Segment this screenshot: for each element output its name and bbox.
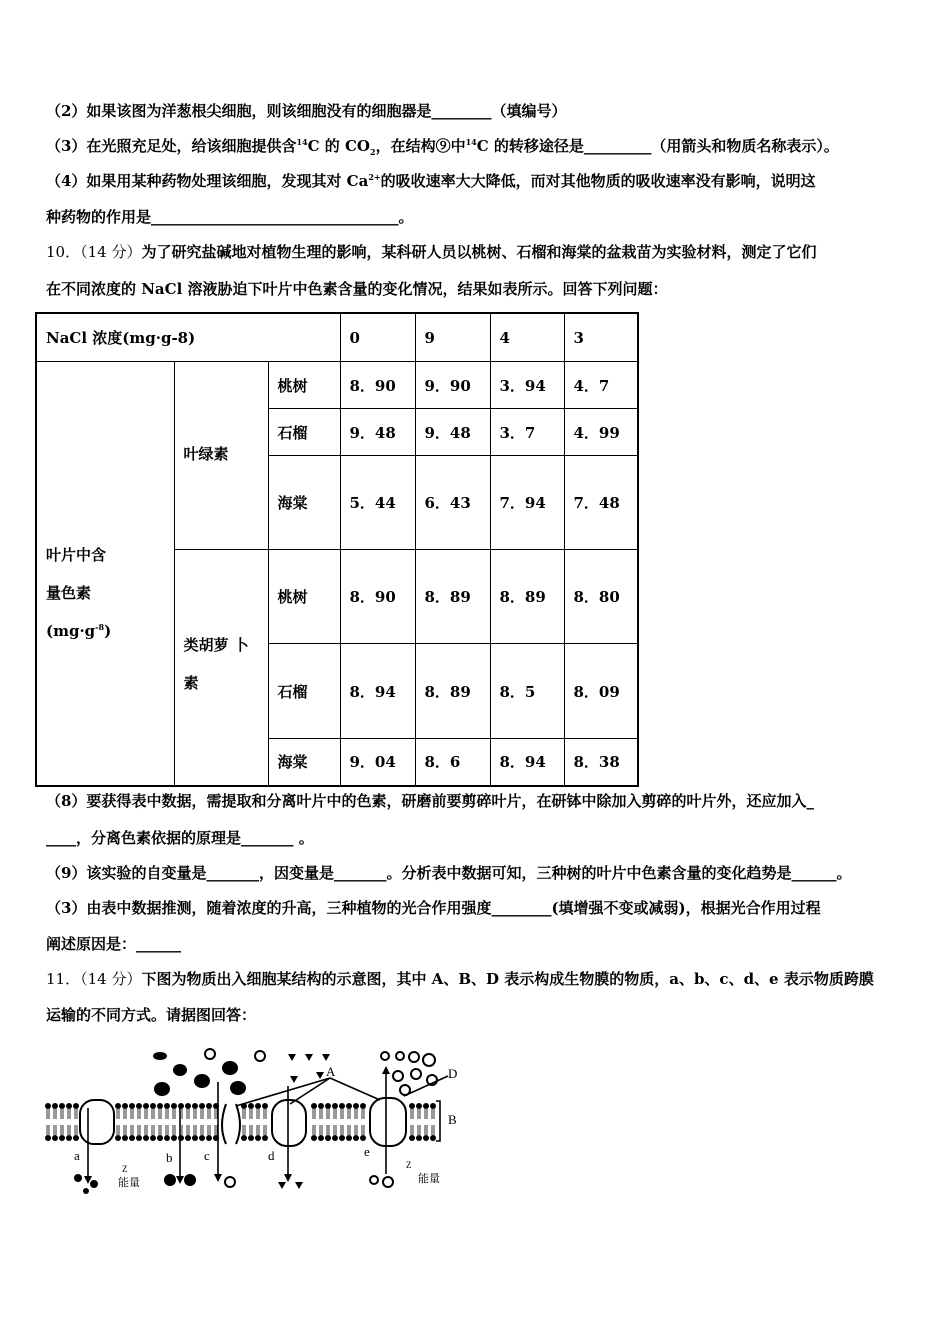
lipid-tail [61,1125,63,1135]
lipid-tail [215,1109,217,1119]
lipid-head [143,1135,149,1141]
lipid-tail [68,1125,70,1135]
question-10-part-3: （3）由表中数据推测，随着浓度的升高，三种植物的光合作用强度________(填增强不变或减弱)，根据光合作用过程 [46,899,821,917]
lipid-tail [138,1125,140,1135]
conc-header: 4 [490,313,564,362]
lipid-tail [138,1109,140,1119]
lipid-tail [145,1109,147,1119]
table-cell: 5．44 [340,456,415,550]
open-circle [396,1052,404,1060]
conc-header: 0 [340,313,415,362]
molecule-dot [222,1061,238,1075]
open-circle [411,1069,421,1079]
lipid-tail [327,1109,329,1119]
lipid-tail [131,1109,133,1119]
lipid-head [339,1135,345,1141]
lipid-head [52,1135,58,1141]
lipid-tail [194,1109,196,1119]
plant-name: 海棠 [268,456,340,550]
lipid-tail [145,1125,147,1135]
table-cell: 8．90 [340,550,415,644]
open-circle [225,1177,235,1187]
lipid-tail [250,1125,252,1135]
molecule-dot [74,1174,82,1182]
label-d: d [268,1148,275,1163]
lipid-head [164,1103,170,1109]
lipid-tail [264,1109,266,1119]
lipid-head [73,1103,79,1109]
inside-molecules [74,1174,303,1194]
lipid-head [157,1103,163,1109]
lipid-tail [187,1109,189,1119]
lipid-head [171,1135,177,1141]
lipid-head [136,1135,142,1141]
lipid-head [255,1103,261,1109]
energy-label-1: 能量 [118,1177,140,1189]
table-cell: 8．5 [490,644,564,739]
question-9-part-4-cont: 种药物的作用是_________________________________。 [46,208,414,226]
lipid-tail [257,1109,259,1119]
q3-text-a: （3）在光照充足处，给该细胞提供含 [46,137,297,155]
lipid-tail [411,1125,413,1135]
molecule-dot [164,1174,176,1186]
unit-end: ) [104,622,112,641]
lipid-head [318,1135,324,1141]
lipid-tail [61,1109,63,1119]
lipid-head [66,1103,72,1109]
lipid-tail [355,1125,357,1135]
pointer-A-3 [330,1078,380,1100]
q4-text-b: 的吸收速率大大降低，而对其他物质的吸收速率没有影响，说明这 [380,172,816,190]
plant-name: 石榴 [268,409,340,456]
lipid-head [241,1135,247,1141]
lipid-head [430,1135,436,1141]
lipid-head [199,1135,205,1141]
lipid-head [115,1103,121,1109]
lipid-head [178,1103,184,1109]
row-group-unit [46,612,174,650]
lipid-tail [341,1109,343,1119]
table-row [36,362,638,409]
lipid-head [423,1103,429,1109]
lipid-head [52,1103,58,1109]
lipid-head [332,1103,338,1109]
lipid-tail [117,1125,119,1135]
lipid-tail [327,1125,329,1135]
lipid-head [318,1103,324,1109]
lipid-tail [208,1125,210,1135]
table-cell: 9．04 [340,739,415,786]
table-cell: 8．09 [564,644,638,739]
table-cell: 4．99 [564,409,638,456]
open-circle [205,1049,215,1059]
table-header-row [36,313,638,362]
lipid-tail [313,1125,315,1135]
lipid-tail [418,1109,420,1119]
molecule-dot [194,1074,210,1088]
lipid-tail [75,1109,77,1119]
q3-text-d: C 的转移途径是_________（用箭头和物质名称表示）。 [476,137,839,155]
lipid-tail [124,1125,126,1135]
lipid-head [311,1103,317,1109]
q3-text-c: ，在结构⑨中 [375,137,466,155]
lipid-head [45,1135,51,1141]
pointer-D [404,1076,448,1096]
unit-sup: -8 [95,622,105,633]
lipid-head [353,1135,359,1141]
conc-header: 3 [564,313,638,362]
lipid-tail [117,1109,119,1119]
lipid-tail [215,1125,217,1135]
pointer-A-2 [290,1078,330,1104]
lipid-tail [47,1125,49,1135]
triangle-molecules [288,1054,330,1083]
table-cell: 8．6 [415,739,490,786]
lipid-head [136,1103,142,1109]
q3-text-b: C 的 CO [307,137,370,155]
plant-name: 石榴 [268,644,340,739]
lipid-tail [47,1109,49,1119]
lipid-head [192,1103,198,1109]
question-9-part-4 [46,171,816,191]
channel-left [222,1104,226,1144]
q4-sup: 2+ [368,172,381,182]
lipid-head [416,1135,422,1141]
energy-label-2: 能量 [418,1173,440,1185]
inside-open-circles [225,1176,393,1187]
lipid-head [66,1135,72,1141]
molecule-dot [154,1082,170,1096]
lipid-head [143,1103,149,1109]
table-cell: 8．80 [564,550,638,644]
lipid-head [206,1135,212,1141]
lipid-head [248,1135,254,1141]
lipid-tail [173,1109,175,1119]
protein [272,1100,306,1146]
question-11-intro-cont: 运输的不同方式。请据图回答： [46,1006,257,1024]
lipid-head [332,1135,338,1141]
lipid-tail [313,1109,315,1119]
lipid-tail [201,1125,203,1135]
plant-name: 海棠 [268,739,340,786]
molecule-dot [230,1081,246,1095]
energy-z-1: Z [122,1164,128,1174]
lipid-tail [362,1109,364,1119]
lipid-head [73,1135,79,1141]
plant-name: 桃树 [268,550,340,644]
lipid-tail [243,1125,245,1135]
lipid-tail [166,1109,168,1119]
q3-sub: 2 [369,147,376,157]
q11-number: 11．（14 分） [46,970,142,988]
lipid-tail [124,1109,126,1119]
lipid-head [416,1103,422,1109]
protein [370,1098,406,1146]
pigment-carotenoid [174,550,268,786]
lipid-head [157,1135,163,1141]
membrane-diagram [40,1046,480,1196]
question-10-part-3-cont: 阐述原因是：______ [46,935,182,953]
lipid-head [115,1135,121,1141]
label-c: c [204,1148,210,1163]
lipid-head [171,1103,177,1109]
molecule-dot [90,1180,98,1188]
conc-header: 9 [415,313,490,362]
table-cell: 9．48 [340,409,415,456]
label-e: e [364,1144,370,1159]
lipid-tail [320,1109,322,1119]
lipid-tail [243,1109,245,1119]
outside-molecules [153,1052,330,1096]
lipid-head [45,1103,51,1109]
lipid-tail [173,1125,175,1135]
open-circle [370,1176,378,1184]
table-cell: 8．38 [564,739,638,786]
lipid-head [59,1135,65,1141]
open-circle [409,1052,419,1062]
open-circle [423,1054,435,1066]
channel-right [236,1104,240,1144]
table-cell: 8．94 [340,644,415,739]
lipid-tail [334,1109,336,1119]
lipid-tail [75,1125,77,1135]
lipid-head [409,1103,415,1109]
table-cell: 8．89 [490,550,564,644]
lipid-head [164,1135,170,1141]
lipid-head [346,1135,352,1141]
table-cell: 7．94 [490,456,564,550]
lipid-tail [131,1125,133,1135]
lipid-head [185,1135,191,1141]
energy-z-2: Z [406,1160,412,1170]
bracket-B [436,1101,440,1141]
q3-sup-2: 14 [465,137,477,147]
lipid-tail [432,1125,434,1135]
label-B: B [448,1112,457,1127]
lipid-tail [320,1125,322,1135]
lipid-tail [348,1125,350,1135]
lipid-head [248,1103,254,1109]
q10-text-a: 为了研究盐碱地对植物生理的影响，某科研人员以桃树、石榴和海棠的盆栽苗为实验材料，测定了它们 [141,243,817,261]
question-10-part-8: （8）要获得表中数据，需提取和分离叶片中的色素，研磨前要剪碎叶片，在研钵中除加入剪碎的叶片外，还应加入_ [46,792,814,810]
lipid-head [262,1135,268,1141]
table-cell: 4．7 [564,362,638,409]
q4-text-a: （4）如果用某种药物处理该细胞，发现其对 Ca [46,172,369,190]
lipid-head [178,1135,184,1141]
lipid-tail [194,1125,196,1135]
lipid-head [423,1135,429,1141]
lipid-head [255,1135,261,1141]
lipid-head [430,1103,436,1109]
row-group-label [36,362,174,786]
table-cell: 3．7 [490,409,564,456]
lipid-tail [187,1125,189,1135]
molecule-dot [83,1188,89,1194]
molecule-dot [153,1052,167,1060]
lipid-tail [159,1109,161,1119]
plant-name: 桃树 [268,362,340,409]
row-group-label-line-1: 叶片中含 [46,546,107,565]
label-b: b [166,1150,173,1165]
lipid-head [346,1103,352,1109]
lipid-head [192,1135,198,1141]
molecule-dot [184,1174,196,1186]
lipid-head [185,1103,191,1109]
lipid-tail [348,1109,350,1119]
lipid-head [150,1135,156,1141]
question-10-part-9: （9）该实验的自变量是_______，因变量是_______。分析表中数据可知，三种树的叶片中色素含量的变化趋势是______。 [46,864,852,882]
lipid-head [129,1103,135,1109]
lipid-tail [264,1125,266,1135]
open-circle [383,1177,393,1187]
unit-text: (mg·g [46,622,96,641]
lipid-tail [159,1125,161,1135]
table-cell: 8．89 [415,550,490,644]
lipid-head [199,1103,205,1109]
lipid-tail [152,1125,154,1135]
protein [80,1100,114,1144]
question-9-part-2: （2）如果该图为洋葱根尖细胞，则该细胞没有的细胞器是________（填编号） [46,102,567,120]
lipid-head [360,1135,366,1141]
lipid-head [262,1103,268,1109]
row-group-label-line-2: 量色素 [46,584,92,603]
table-cell: 3．94 [490,362,564,409]
lipid-head [325,1103,331,1109]
table-cell: 9．48 [415,409,490,456]
lipid-head [59,1103,65,1109]
open-circle [393,1071,403,1081]
lipid-head [150,1103,156,1109]
lipid-tail [425,1125,427,1135]
label-D: D [448,1066,458,1081]
lipid-head [325,1135,331,1141]
lipid-tail [334,1125,336,1135]
pigment-table [35,312,639,787]
molecule-dot [173,1064,187,1076]
label-a: a [74,1148,80,1163]
question-10-intro-cont: 在不同浓度的 NaCl 溶液胁迫下叶片中色素含量的变化情况，结果如表所示。回答下列问题： [46,280,668,298]
lipid-tail [425,1109,427,1119]
question-10-intro [46,242,816,262]
lipid-head [353,1103,359,1109]
lipid-tail [432,1109,434,1119]
lipid-head [409,1135,415,1141]
lipid-tail [355,1109,357,1119]
lipid-head [311,1135,317,1141]
question-10-part-8-cont: ____，分离色素依据的原理是_______ 。 [46,829,314,847]
lipid-head [206,1103,212,1109]
lipid-tail [166,1125,168,1135]
q10-number: 10．（14 分） [46,243,142,261]
table-cell: 8．90 [340,362,415,409]
lipid-tail [418,1125,420,1135]
table-cell: 7．48 [564,456,638,550]
lipid-head [339,1103,345,1109]
lipid-head [122,1103,128,1109]
lipid-tail [208,1109,210,1119]
q11-text-a: 下图为物质出入细胞某结构的示意图，其中 A、B、D 表示构成生物膜的物质，a、b、c、d、e 表示物质跨膜 [141,970,874,988]
lipid-tail [411,1109,413,1119]
triangle-molecules-inside [278,1182,303,1189]
carotenoid-line-1: 类胡萝 卜 [183,636,249,654]
lipid-tail [54,1109,56,1119]
question-9-part-3 [46,136,839,156]
table-cell: 9．90 [415,362,490,409]
lipid-tail [341,1125,343,1135]
lipid-head [122,1135,128,1141]
lipid-tail [250,1109,252,1119]
table-cell: 6．43 [415,456,490,550]
lipid-tail [54,1125,56,1135]
pigment-chlorophyll: 叶绿素 [174,362,268,550]
lipid-tail [152,1109,154,1119]
open-circle [255,1051,265,1061]
lipid-tail [257,1125,259,1135]
open-circle [381,1052,389,1060]
lipid-tail [201,1109,203,1119]
q3-sup-1: 14 [296,137,308,147]
lipid-head [129,1135,135,1141]
lipid-head [360,1103,366,1109]
table-cell: 8．94 [490,739,564,786]
lipid-tail [362,1125,364,1135]
label-A: A [326,1064,336,1079]
nacl-header: NaCl 浓度(mg·g-8) [36,313,340,362]
lipid-tail [68,1109,70,1119]
question-11-intro [46,969,874,989]
table-cell: 8．89 [415,644,490,739]
carotenoid-line-2: 素 [183,674,199,692]
